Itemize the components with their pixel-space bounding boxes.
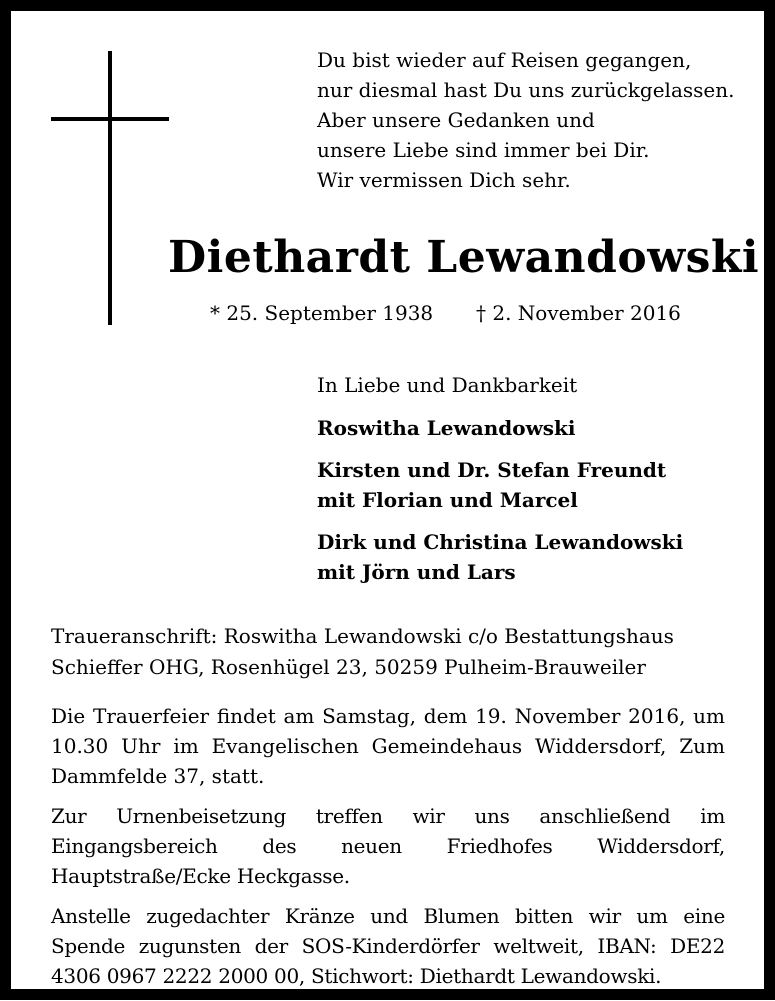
cross-icon — [51, 51, 169, 325]
mourners-list — [317, 371, 757, 599]
poem-line: Aber unsere Gedanken und — [317, 108, 595, 132]
mourner-group — [317, 455, 757, 515]
mourner-line: Roswitha Lewandowski — [317, 416, 576, 440]
mourners-intro: In Liebe und Dankbarkeit — [317, 373, 578, 397]
mourner-line: Kirsten und Dr. Stefan Freundt — [317, 458, 667, 482]
burial-paragraph: Zur Urnenbeisetzung treffen wir uns anschließend im Eingangsbereich des neuen Friedhofes Widdersdorf, Hauptstraße/Ecke Heckgasse. — [51, 804, 725, 888]
ceremony-details — [51, 701, 725, 1001]
address-line: Traueranschrift: Roswitha Lewandowski c/o Bestattungshaus — [51, 624, 674, 648]
donation-paragraph: Anstelle zugedachter Kränze und Blumen bitten wir um eine Spende zugunsten der SOS-Kinderdörfer weltweit, IBAN: DE22 4306 0967 2222 2000 00, Stichwort: Diethardt Lewandowski. — [51, 904, 725, 988]
poem-line: Du bist wieder auf Reisen gegangen, — [317, 48, 692, 72]
mourner-group — [317, 527, 757, 587]
poem-line: nur diesmal hast Du uns zurückgelassen. — [317, 78, 735, 102]
mourner-line: Dirk und Christina Lewandowski — [317, 530, 684, 554]
poem-line: unsere Liebe sind immer bei Dir. — [317, 138, 650, 162]
ceremony-paragraph: Die Trauerfeier findet am Samstag, dem 19. November 2016, um 10.30 Uhr im Evangelischen Gemeindehaus Widdersdorf, Zum Dammfelde 37, statt. — [51, 704, 725, 788]
mourner-group — [317, 413, 757, 443]
mourner-line: mit Jörn und Lars — [317, 560, 516, 584]
poem — [317, 45, 747, 195]
cross-horizontal-bar — [51, 117, 169, 121]
deceased-name: Diethardt Lewandowski — [168, 232, 760, 283]
death-date: † 2. November 2016 — [476, 301, 681, 325]
mourner-line: mit Florian und Marcel — [317, 488, 578, 512]
birth-date: * 25. September 1938 — [210, 301, 434, 325]
mourning-address — [51, 621, 741, 683]
cross-vertical-bar — [108, 51, 112, 325]
poem-line: Wir vermissen Dich sehr. — [317, 168, 571, 192]
address-line: Schieffer OHG, Rosenhügel 23, 50259 Pulheim-Brauweiler — [51, 655, 646, 679]
